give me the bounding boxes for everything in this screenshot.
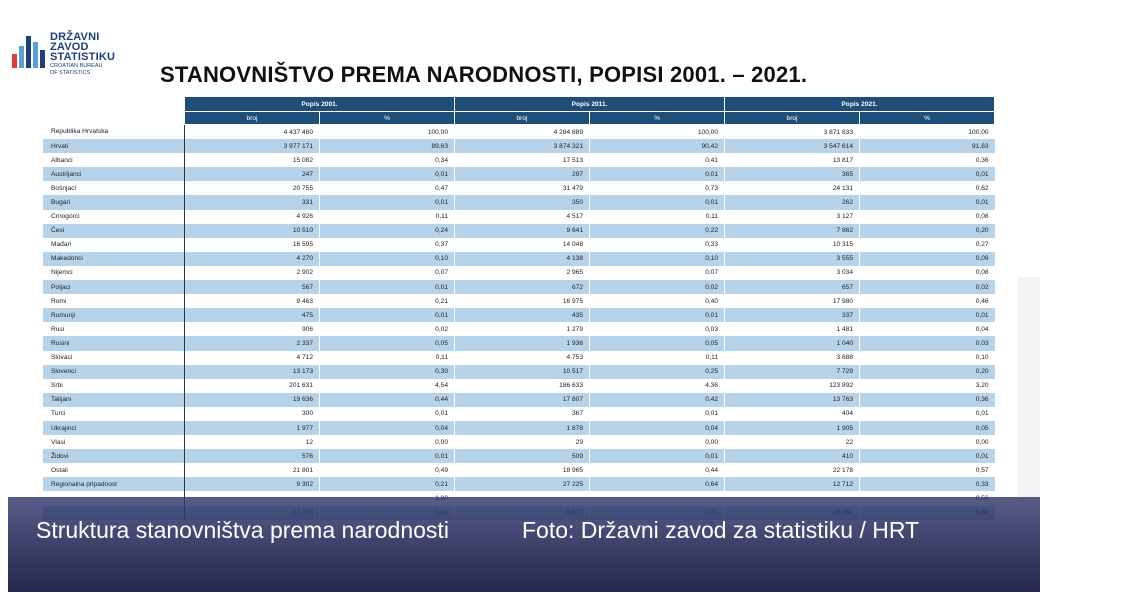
row-label: Židovi (43, 449, 185, 463)
cell-value: 1 905 (725, 421, 860, 435)
cell-value: 297 (455, 167, 590, 181)
cell-value: 100,00 (590, 125, 725, 140)
cell-value: 0,05 (320, 336, 455, 350)
cell-value: 0,02 (860, 280, 995, 294)
row-label: Austrijanci (43, 167, 185, 181)
cell-value: 0,20 (860, 365, 995, 379)
cell-value: 0,44 (320, 393, 455, 407)
row-label: Regionalna pripadnost (43, 477, 185, 491)
cell-value: 0,44 (590, 463, 725, 477)
cell-value: 3 977 171 (185, 139, 320, 153)
cell-value: 186 633 (455, 379, 590, 393)
table-row (43, 224, 995, 238)
row-label: Albanci (43, 153, 185, 167)
row-label: Nijemci (43, 266, 185, 280)
row-label: Ostali (43, 463, 185, 477)
cell-value: 0,21 (320, 477, 455, 491)
cell-value: 0,03 (590, 322, 725, 336)
table-row (43, 322, 995, 336)
cell-value: 0,01 (320, 449, 455, 463)
cell-value: 3 871 833 (725, 125, 860, 140)
population-table (42, 96, 995, 520)
cell-value: 0,01 (320, 407, 455, 421)
cell-value: 2 965 (455, 266, 590, 280)
image-caption (8, 497, 1040, 592)
cell-value: 3 127 (725, 210, 860, 224)
cell-value: 0,01 (860, 449, 995, 463)
cell-value: 17 807 (455, 393, 590, 407)
cell-value: 0,02 (590, 280, 725, 294)
cell-value: 0,62 (860, 181, 995, 195)
header-popis-2001: Popis 2001. (185, 97, 455, 112)
subheader-broj: broj (185, 112, 320, 125)
table-row (43, 421, 995, 435)
cell-value: 7 862 (725, 224, 860, 238)
row-label: Hrvati (43, 139, 185, 153)
cell-value: 24 131 (725, 181, 860, 195)
row-label: Makedonci (43, 252, 185, 266)
row-label: Turci (43, 407, 185, 421)
cell-value: 3 874 321 (455, 139, 590, 153)
cell-value: 262 (725, 195, 860, 209)
dzs-logo-mark (12, 32, 48, 76)
cell-value: 4 138 (455, 252, 590, 266)
cell-value: 16 975 (455, 294, 590, 308)
cell-value: 0,41 (590, 153, 725, 167)
cell-value: 14 048 (455, 238, 590, 252)
table-row (43, 477, 995, 491)
cell-value: 0,01 (320, 308, 455, 322)
row-label: Slovenci (43, 365, 185, 379)
cell-value: 12 712 (725, 477, 860, 491)
cell-value: 3,20 (860, 379, 995, 393)
cell-value: 475 (185, 308, 320, 322)
cell-value: 201 631 (185, 379, 320, 393)
table-row (43, 407, 995, 421)
cell-value: 0,34 (320, 153, 455, 167)
cell-value: 2 902 (185, 266, 320, 280)
cell-value: 17 513 (455, 153, 590, 167)
cell-value: 4 926 (185, 210, 320, 224)
cell-value: 0,08 (860, 266, 995, 280)
cell-value: 19 636 (185, 393, 320, 407)
cell-value: 0,33 (590, 238, 725, 252)
cell-value: 0,20 (860, 224, 995, 238)
cell-value: 0,04 (590, 421, 725, 435)
corner-cell (43, 97, 185, 112)
cell-value: 0,08 (860, 210, 995, 224)
row-label: Republika Hrvatska (43, 125, 185, 140)
row-label: Bugari (43, 195, 185, 209)
header-popis-2011: Popis 2011. (455, 97, 725, 112)
cell-value: 410 (725, 449, 860, 463)
cell-value: 1 977 (185, 421, 320, 435)
cell-value: 0,01 (320, 195, 455, 209)
table-row (43, 308, 995, 322)
cell-value: 15 082 (185, 153, 320, 167)
table-row (43, 167, 995, 181)
cell-value: 367 (455, 407, 590, 421)
cell-value: 0,01 (590, 195, 725, 209)
photo-credit: Foto: Državni zavod za statistiku / HRT (522, 517, 920, 543)
row-label: Vlasi (43, 435, 185, 449)
cell-value: 509 (455, 449, 590, 463)
cell-value: 300 (185, 407, 320, 421)
table-row (43, 365, 995, 379)
side-strip (1018, 277, 1040, 502)
subheader-percent: % (860, 112, 995, 125)
cell-value: 0,03 (860, 336, 995, 350)
logo-line-3: STATISTIKU (50, 51, 116, 63)
cell-value: 906 (185, 322, 320, 336)
cell-value: 10 510 (185, 224, 320, 238)
cell-value: 0,11 (320, 210, 455, 224)
logo-sub-2: OF STATISTICS (50, 70, 91, 76)
cell-value: 0,01 (860, 195, 995, 209)
cell-value: 0,24 (320, 224, 455, 238)
cell-value: 4 284 889 (455, 125, 590, 140)
table-row (43, 266, 995, 280)
table-row (43, 153, 995, 167)
cell-value: 9 641 (455, 224, 590, 238)
cell-value: 0,22 (590, 224, 725, 238)
cell-value: 576 (185, 449, 320, 463)
cell-value: 29 (455, 435, 590, 449)
table-row (43, 379, 995, 393)
cell-value: 4 270 (185, 252, 320, 266)
cell-value: 0,36 (860, 153, 995, 167)
cell-value: 0,42 (590, 393, 725, 407)
cell-value: 90,42 (590, 139, 725, 153)
cell-value: 0,47 (320, 181, 455, 195)
cell-value: 1 279 (455, 322, 590, 336)
cell-value: 337 (725, 308, 860, 322)
table-row (43, 139, 995, 153)
cell-value: 0,49 (320, 463, 455, 477)
table-row (43, 195, 995, 209)
cell-value: 2 337 (185, 336, 320, 350)
cell-value: 0,01 (860, 407, 995, 421)
cell-value: 0,00 (320, 435, 455, 449)
subheader-percent: % (320, 112, 455, 125)
cell-value: 0,07 (590, 266, 725, 280)
cell-value: 0,10 (860, 351, 995, 365)
cell-value: 9 302 (185, 477, 320, 491)
subheader-percent: % (590, 112, 725, 125)
cell-value: 17 980 (725, 294, 860, 308)
cell-value: 22 (725, 435, 860, 449)
cell-value: 0,57 (860, 463, 995, 477)
subheader-broj: broj (455, 112, 590, 125)
cell-value: 0,11 (590, 351, 725, 365)
cell-value: 0,36 (860, 393, 995, 407)
cell-value: 0,05 (590, 336, 725, 350)
cell-value: 12 (185, 435, 320, 449)
cell-value: 4 753 (455, 351, 590, 365)
cell-value: 331 (185, 195, 320, 209)
table-body (43, 125, 995, 520)
cell-value: 672 (455, 280, 590, 294)
cell-value: 0,05 (860, 421, 995, 435)
table-row (43, 238, 995, 252)
row-label: Rusini (43, 336, 185, 350)
row-label: Crnogorci (43, 210, 185, 224)
cell-value: 100,00 (320, 125, 455, 140)
table-row (43, 336, 995, 350)
table-row (43, 294, 995, 308)
cell-value: 9 463 (185, 294, 320, 308)
cell-value: 4 517 (455, 210, 590, 224)
cell-value: 0,10 (590, 252, 725, 266)
cell-value: 3 555 (725, 252, 860, 266)
table-row (43, 252, 995, 266)
row-label: Rusi (43, 322, 185, 336)
row-label: Bošnjaci (43, 181, 185, 195)
row-label: Česi (43, 224, 185, 238)
cell-value: 123 892 (725, 379, 860, 393)
slide-image (8, 22, 1040, 592)
cell-value: 0,73 (590, 181, 725, 195)
cell-value: 0,01 (860, 167, 995, 181)
cell-value: 0,33 (860, 477, 995, 491)
cell-value: 0,01 (320, 280, 455, 294)
cell-value: 0,40 (590, 294, 725, 308)
row-label: Slovaci (43, 351, 185, 365)
cell-value: 0,37 (320, 238, 455, 252)
cell-value: 16 595 (185, 238, 320, 252)
cell-value: 435 (455, 308, 590, 322)
cell-value: 0,00 (860, 435, 995, 449)
row-label: Ukrajinci (43, 421, 185, 435)
cell-value: 1 040 (725, 336, 860, 350)
row-label: Mađari (43, 238, 185, 252)
cell-value: 567 (185, 280, 320, 294)
cell-value: 7 729 (725, 365, 860, 379)
cell-value: 4,36 (590, 379, 725, 393)
cell-value: 0,04 (320, 421, 455, 435)
cell-value: 0,10 (320, 252, 455, 266)
cell-value: 350 (455, 195, 590, 209)
table-row (43, 280, 995, 294)
row-label: Poljaci (43, 280, 185, 294)
row-label: Rumunji (43, 308, 185, 322)
cell-value: 18 965 (455, 463, 590, 477)
cell-value: 0,01 (320, 167, 455, 181)
cell-value: 21 801 (185, 463, 320, 477)
cell-value: 20 755 (185, 181, 320, 195)
cell-value: 27 225 (455, 477, 590, 491)
cell-value: 13 817 (725, 153, 860, 167)
logo-sub-1: CROATIAN BUREAU (50, 63, 103, 69)
table-row (43, 435, 995, 449)
cell-value: 0,00 (590, 435, 725, 449)
cell-value: 31 479 (455, 181, 590, 195)
cell-value: 13 173 (185, 365, 320, 379)
cell-value: 0,01 (590, 308, 725, 322)
subheader-broj: broj (725, 112, 860, 125)
cell-value: 0,04 (860, 322, 995, 336)
cell-value: 0,01 (860, 308, 995, 322)
cell-value: 0,25 (590, 365, 725, 379)
cell-value: 0,21 (320, 294, 455, 308)
cell-value: 0,30 (320, 365, 455, 379)
table-row (43, 351, 995, 365)
cell-value: 0,11 (320, 351, 455, 365)
table-row (43, 125, 995, 140)
cell-value: 404 (725, 407, 860, 421)
dzs-logo (10, 26, 140, 86)
corner-cell (43, 112, 185, 125)
cell-value: 657 (725, 280, 860, 294)
table-row (43, 463, 995, 477)
cell-value: 0,01 (590, 407, 725, 421)
cell-value: 0,46 (860, 294, 995, 308)
cell-value: 0,64 (590, 477, 725, 491)
cell-value: 3 034 (725, 266, 860, 280)
cell-value: 1 936 (455, 336, 590, 350)
cell-value: 0,09 (860, 252, 995, 266)
cell-value: 247 (185, 167, 320, 181)
header-popis-2021: Popis 2021. (725, 97, 995, 112)
cell-value: 0,02 (320, 322, 455, 336)
cell-value: 365 (725, 167, 860, 181)
cell-value: 1 481 (725, 322, 860, 336)
cell-value: 13 763 (725, 393, 860, 407)
table-row (43, 181, 995, 195)
cell-value: 100,00 (860, 125, 995, 140)
row-label: Romi (43, 294, 185, 308)
cell-value: 10 315 (725, 238, 860, 252)
cell-value: 91,63 (860, 139, 995, 153)
cell-value: 10 517 (455, 365, 590, 379)
cell-value: 0,01 (590, 167, 725, 181)
row-label: Srbi (43, 379, 185, 393)
cell-value: 3 688 (725, 351, 860, 365)
table-row (43, 393, 995, 407)
logo-line-1: DRŽAVNI (50, 31, 100, 43)
cell-value: 0,11 (590, 210, 725, 224)
slide-title: STANOVNIŠTVO PREMA NARODNOSTI, POPISI 2001. – 2021. (160, 62, 808, 87)
table-row (43, 449, 995, 463)
cell-value: 3 547 614 (725, 139, 860, 153)
caption-text: Struktura stanovništva prema narodnosti (36, 517, 449, 543)
cell-value: 1 878 (455, 421, 590, 435)
cell-value: 89,63 (320, 139, 455, 153)
logo-line-2: ZAVOD (50, 41, 89, 53)
cell-value: 4 437 460 (185, 125, 320, 140)
cell-value: 0,01 (590, 449, 725, 463)
table-row (43, 210, 995, 224)
cell-value: 22 178 (725, 463, 860, 477)
cell-value: 0,07 (320, 266, 455, 280)
cell-value: 0,27 (860, 238, 995, 252)
cell-value: 4 712 (185, 351, 320, 365)
cell-value: 4,54 (320, 379, 455, 393)
row-label: Talijani (43, 393, 185, 407)
